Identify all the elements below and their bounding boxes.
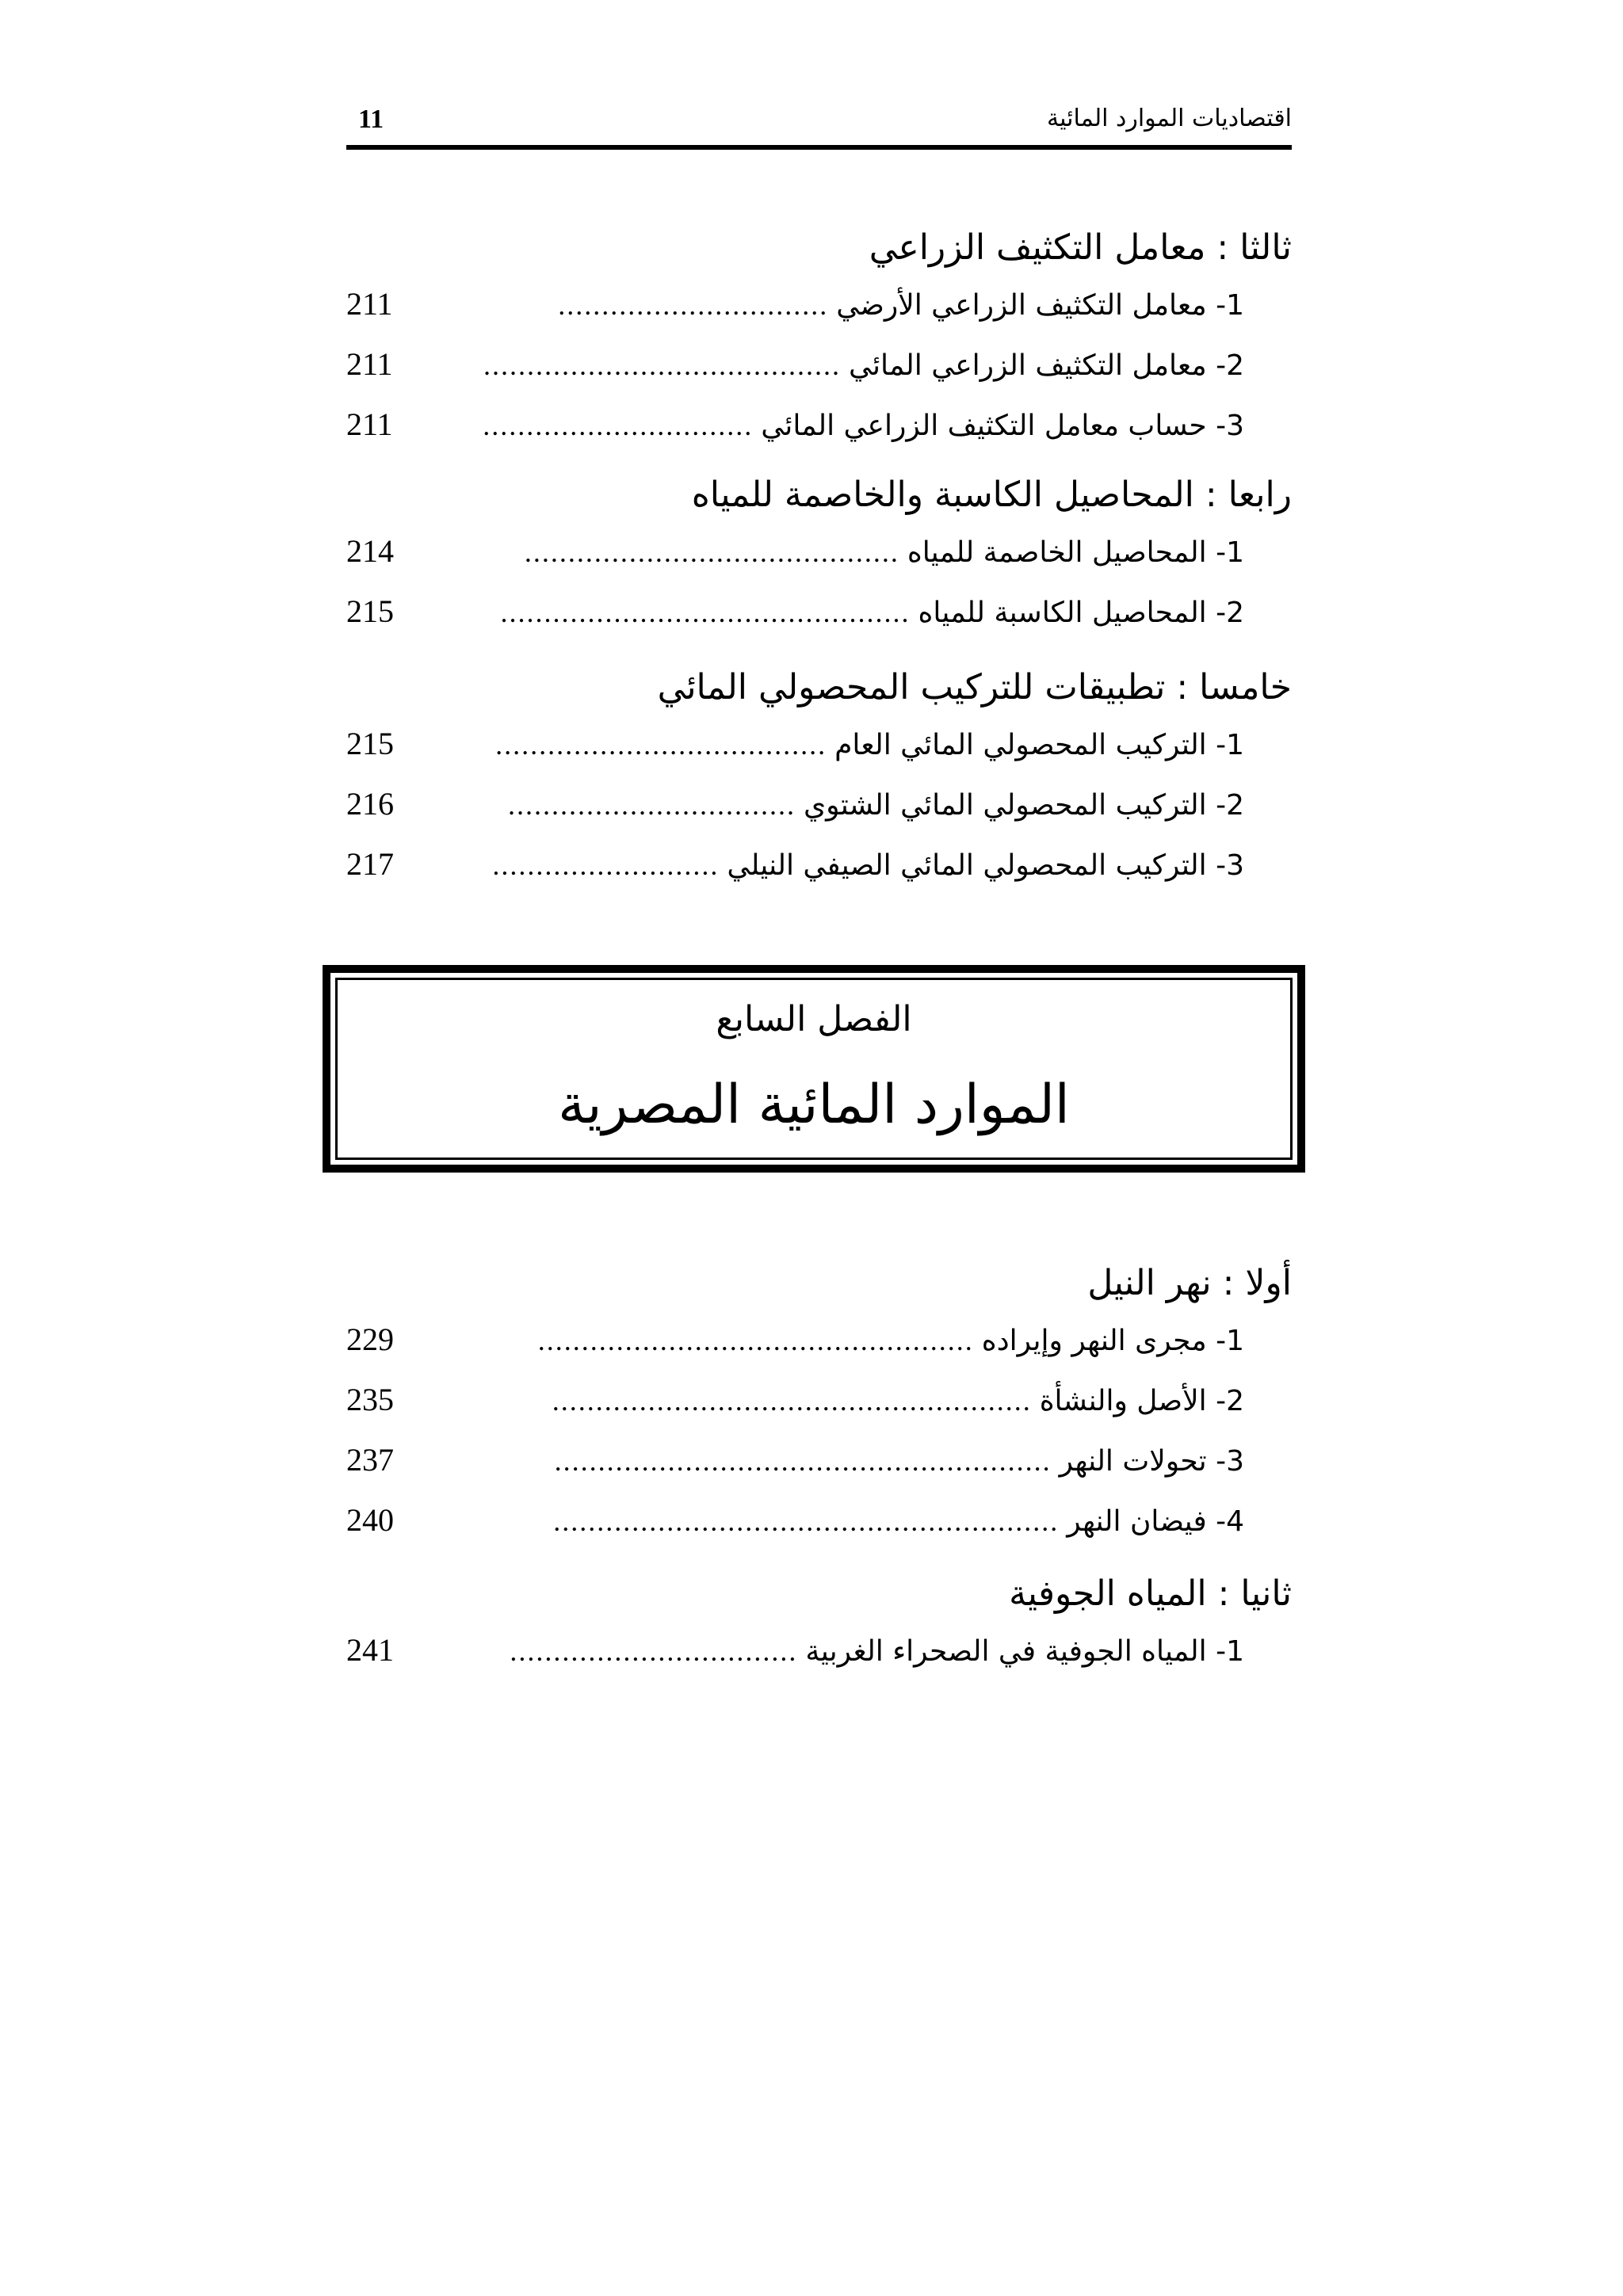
- toc-leader-dots: ..................................................: [537, 1325, 974, 1356]
- toc-page-number: 214: [346, 533, 394, 569]
- toc-entry: [346, 714, 1292, 774]
- toc-page-number: 240: [346, 1502, 394, 1538]
- toc-entry: [346, 582, 1292, 642]
- toc-entry: [346, 274, 1292, 334]
- toc-entry: [346, 1370, 1292, 1430]
- toc-leader-dots: ...........................................: [524, 536, 899, 568]
- toc-leader-dots: ..........................: [492, 849, 720, 881]
- chapter-number: الفصل السابع: [716, 999, 912, 1039]
- toc-page-number: 215: [346, 726, 394, 761]
- toc-section-second: [346, 1568, 1292, 1680]
- toc-entry: [346, 774, 1292, 834]
- chapter-title-box-inner: [335, 978, 1293, 1160]
- section-heading: خامسا : تطبيقات للتركيب المحصولي المائي: [657, 667, 1292, 707]
- toc-page-number: 217: [346, 846, 394, 882]
- toc-entry: [346, 395, 1292, 455]
- toc-section-third: [346, 222, 1292, 455]
- toc-entry-label: 1- معامل التكثيف الزراعي الأرضي: [836, 289, 1244, 322]
- toc-section-first: [346, 1257, 1292, 1550]
- toc-entry-label: 3- تحولات النهر: [1059, 1445, 1244, 1478]
- toc-leader-dots: ...............................................: [500, 597, 911, 628]
- toc-entry: [346, 1490, 1292, 1550]
- toc-leader-dots: .........................................................: [554, 1445, 1052, 1477]
- toc-entry-label: 4- فيضان النهر: [1067, 1505, 1244, 1538]
- toc-page-number: 237: [346, 1442, 394, 1478]
- chapter-title-box: [323, 965, 1305, 1173]
- toc-entry: [346, 1430, 1292, 1490]
- section-heading: ثالثا : معامل التكثيف الزراعي: [869, 227, 1292, 268]
- toc-leader-dots: ......................................: [495, 729, 827, 761]
- toc-page-number: 241: [346, 1632, 394, 1668]
- toc-leader-dots: .........................................: [483, 349, 841, 381]
- toc-page-number: 211: [346, 406, 393, 442]
- toc-entry: [346, 834, 1292, 894]
- toc-entry-label: 2- الأصل والنشأة: [1039, 1385, 1244, 1417]
- toc-page-number: 229: [346, 1322, 394, 1357]
- toc-entry: [346, 1620, 1292, 1680]
- section-heading: أولا : نهر النيل: [1087, 1263, 1292, 1303]
- toc-page-number: 211: [346, 346, 393, 382]
- toc-page-number: 211: [346, 286, 393, 322]
- toc-page-number: 235: [346, 1382, 394, 1417]
- toc-leader-dots: ..........................................................: [553, 1505, 1060, 1537]
- running-title: اقتصاديات الموارد المائية: [1047, 105, 1292, 132]
- toc-entry: [346, 521, 1292, 582]
- toc-page-number: 216: [346, 786, 394, 822]
- toc-entry-label: 2- معامل التكثيف الزراعي المائي: [848, 349, 1244, 382]
- toc-entry-label: 3- التركيب المحصولي المائي الصيفي النيلي: [727, 849, 1244, 882]
- toc-entry-label: 3- حساب معامل التكثيف الزراعي المائي: [761, 410, 1244, 442]
- toc-section-fifth: [346, 662, 1292, 894]
- section-heading: ثانيا : المياه الجوفية: [1009, 1573, 1292, 1614]
- page-number: 11: [358, 105, 384, 134]
- header-rule: [346, 145, 1292, 150]
- toc-entry: [346, 334, 1292, 395]
- toc-leader-dots: .......................................................: [552, 1385, 1032, 1417]
- section-heading: رابعا : المحاصيل الكاسبة والخاصمة للمياه: [691, 475, 1292, 515]
- toc-entry: [346, 1310, 1292, 1370]
- toc-entry-label: 1- مجرى النهر وإيراده: [981, 1325, 1244, 1357]
- toc-entry-label: 2- التركيب المحصولي المائي الشتوي: [803, 789, 1244, 822]
- toc-page-number: 215: [346, 593, 394, 629]
- toc-leader-dots: ...............................: [558, 289, 829, 321]
- toc-entry-label: 1- المياه الجوفية في الصحراء الغربية: [805, 1635, 1244, 1668]
- chapter-title: الموارد المائية المصرية: [558, 1074, 1070, 1136]
- toc-leader-dots: .................................: [510, 1635, 798, 1667]
- toc-entry-label: 2- المحاصيل الكاسبة للمياه: [918, 597, 1244, 629]
- toc-entry-label: 1- التركيب المحصولي المائي العام: [834, 729, 1244, 761]
- toc-leader-dots: .................................: [507, 789, 796, 821]
- toc-entry-label: 1- المحاصيل الخاصمة للمياه: [907, 536, 1244, 569]
- toc-leader-dots: ...............................: [483, 410, 754, 441]
- toc-section-fourth: [346, 469, 1292, 642]
